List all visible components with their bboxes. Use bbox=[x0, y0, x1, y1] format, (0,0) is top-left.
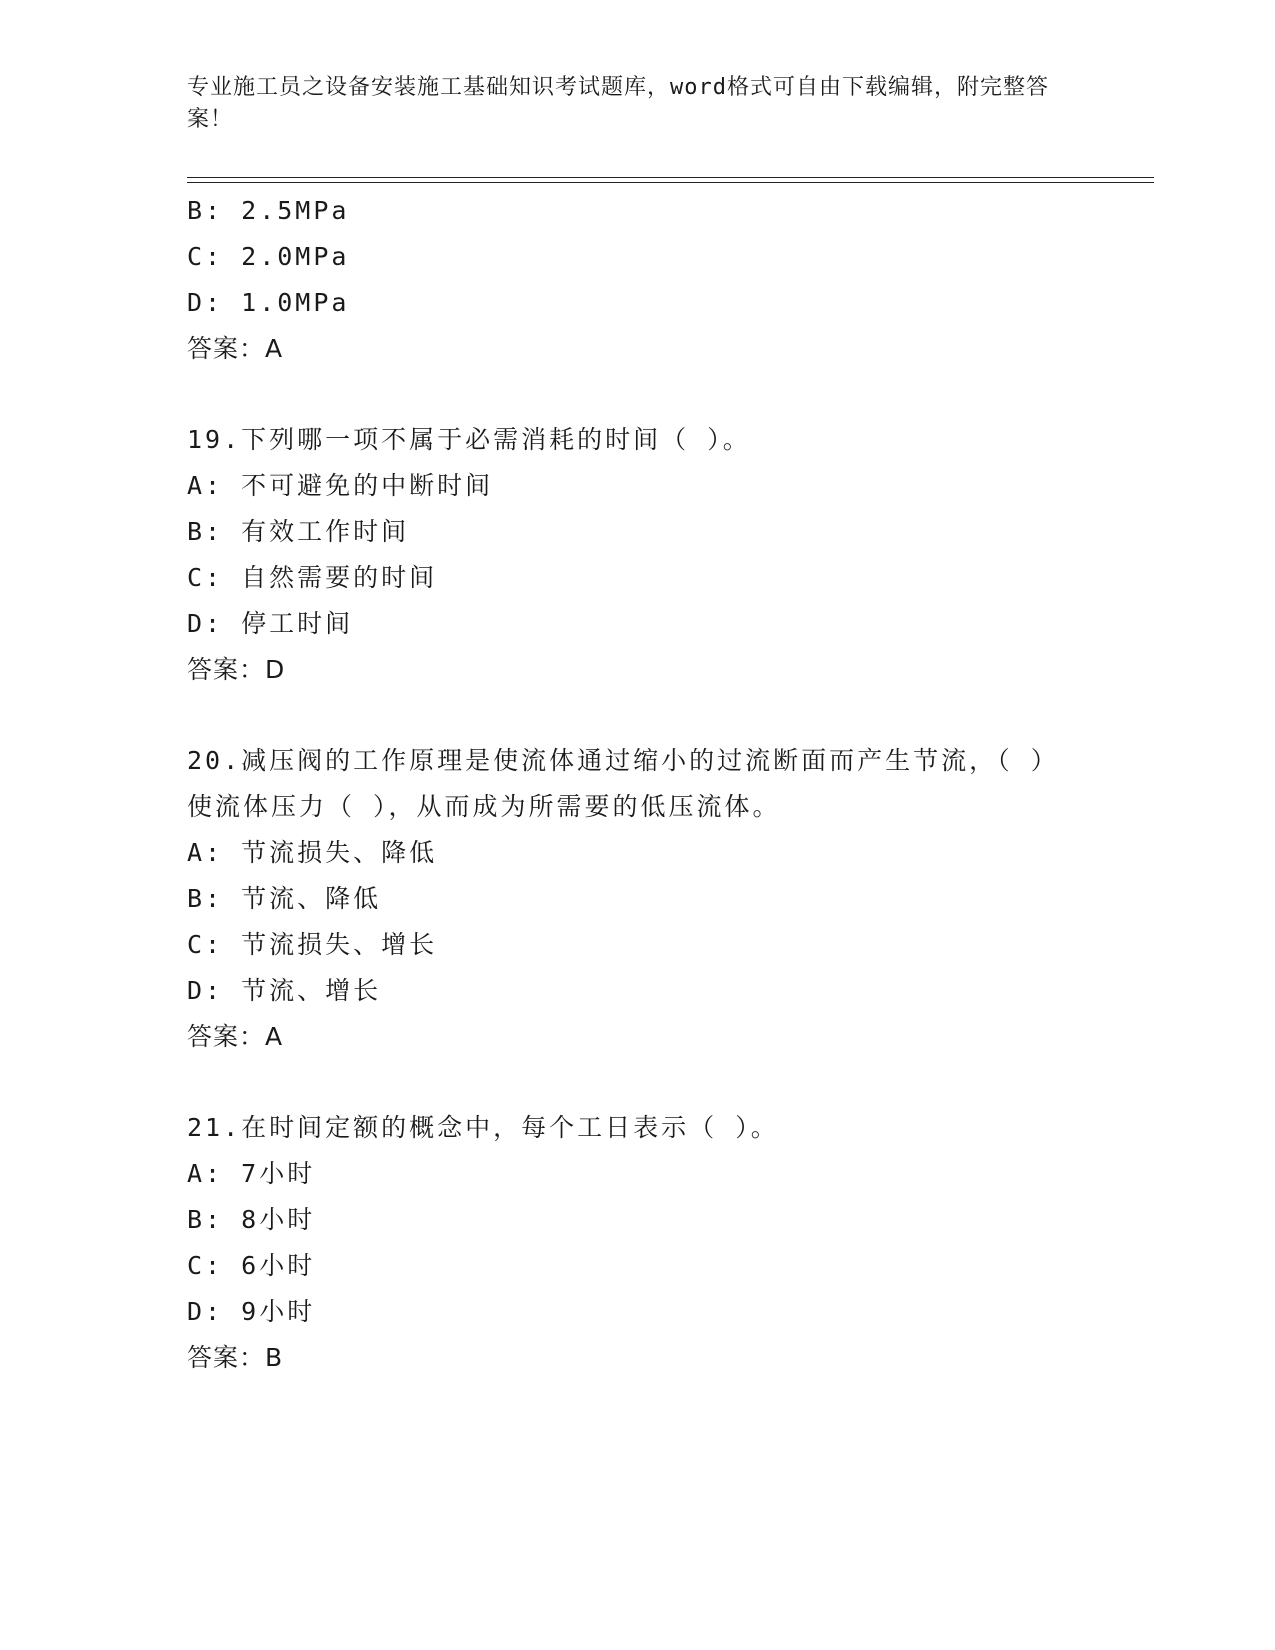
option-a: A: 7小时 bbox=[187, 1159, 316, 1188]
spacer bbox=[187, 372, 1087, 417]
question-stem: 21.在时间定额的概念中，每个工日表示（ ）。 bbox=[187, 1113, 779, 1142]
answer-line: 答案：B bbox=[187, 1343, 284, 1372]
header-rule-top bbox=[187, 177, 1154, 178]
option-d: D: 9小时 bbox=[187, 1297, 316, 1326]
option-d: D: 停工时间 bbox=[187, 609, 354, 638]
document-header: 专业施工员之设备安装施工基础知识考试题库，word格式可自由下载编辑，附完整答案！ bbox=[187, 75, 1049, 132]
question-stem: 19.下列哪一项不属于必需消耗的时间（ ）。 bbox=[187, 425, 751, 454]
question-18-continued bbox=[187, 188, 1087, 372]
option-c: C: 2.0MPa bbox=[187, 242, 350, 271]
option-b: B: 节流、降低 bbox=[187, 884, 382, 913]
option-a: A: 不可避免的中断时间 bbox=[187, 471, 494, 500]
answer-line: 答案：D bbox=[187, 655, 286, 684]
question-stem: 20.减压阀的工作原理是使流体通过缩小的过流断面而产生节流，（ ）使流体压力（ ），从而成为所需要的低压流体。 bbox=[187, 746, 1059, 821]
question-19 bbox=[187, 417, 1087, 693]
answer-line: 答案：A bbox=[187, 334, 284, 363]
option-b: B: 2.5MPa bbox=[187, 196, 350, 225]
option-c: C: 节流损失、增长 bbox=[187, 930, 438, 959]
answer-line: 答案：A bbox=[187, 1022, 284, 1051]
question-21 bbox=[187, 1105, 1087, 1381]
option-d: D: 1.0MPa bbox=[187, 288, 350, 317]
spacer bbox=[187, 1060, 1087, 1105]
option-c: C: 自然需要的时间 bbox=[187, 563, 438, 592]
option-a: A: 节流损失、降低 bbox=[187, 838, 438, 867]
option-c: C: 6小时 bbox=[187, 1251, 316, 1280]
document-body bbox=[187, 188, 1087, 1381]
header-rule-bottom bbox=[187, 182, 1154, 183]
question-20 bbox=[187, 738, 1087, 1060]
spacer bbox=[187, 693, 1087, 738]
option-b: B: 8小时 bbox=[187, 1205, 316, 1234]
option-d: D: 节流、增长 bbox=[187, 976, 382, 1005]
option-b: B: 有效工作时间 bbox=[187, 517, 410, 546]
